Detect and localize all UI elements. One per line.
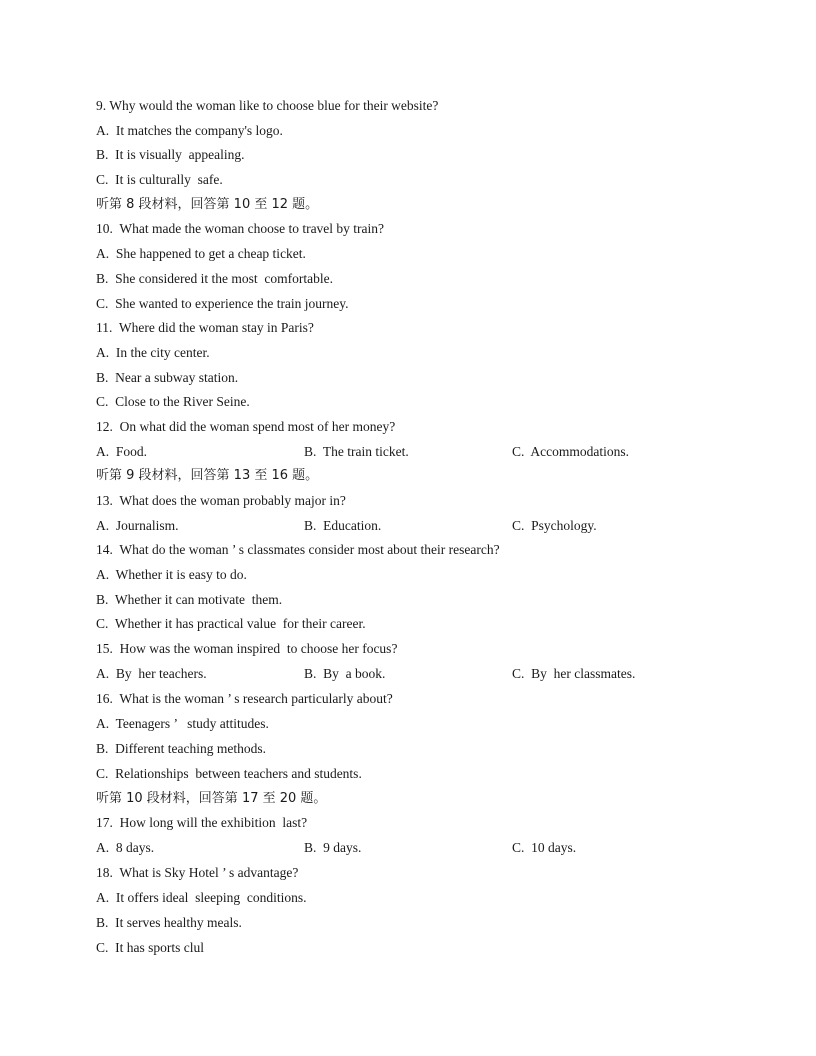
option-17b: B. 9 days. [304, 839, 362, 855]
option-14b: B. Whether it can motivate them. [96, 591, 283, 607]
question-12: 12. On what did the woman spend most of her money? [96, 418, 396, 434]
question-17: 17. How long will the exhibition last? [96, 815, 308, 831]
option-12b: B. The train ticket. [304, 443, 409, 459]
option-12c: C. Accommodations. [512, 443, 629, 459]
question-10: 10. What made the woman choose to travel by train? [96, 221, 385, 237]
options-row-13 [96, 514, 736, 539]
question-16: 16. What is the woman ’ s research particularly about? [96, 690, 393, 706]
section-heading-9: 听第 9 段材料，回答第 13 至 16 题。 [96, 468, 319, 484]
option-14a: A. Whether it is easy to do. [96, 567, 247, 583]
option-10b: B. She considered it the most comfortable. [96, 270, 333, 286]
options-row-17 [96, 836, 736, 861]
option-9b: B. It is visually appealing. [96, 147, 245, 163]
question-13: 13. What does the woman probably major in? [96, 493, 346, 508]
option-11a: A. In the city center. [96, 344, 210, 360]
option-16a: A. Teenagers ’ study attitudes. [96, 716, 269, 732]
option-17c: C. 10 days. [512, 839, 577, 855]
question-14: 14. What do the woman ’ s classmates consider most about their research? [96, 542, 500, 558]
option-18c: C. It has sports clul [96, 940, 204, 955]
option-11c: C. Close to the River Seine. [96, 394, 250, 410]
option-9c: C. It is culturally safe. [96, 172, 223, 188]
option-12a: A. Food. [96, 443, 148, 459]
option-14c: C. Whether it has practical value for their career. [96, 616, 366, 632]
options-row-12 [96, 440, 736, 465]
option-13b: B. Education. [304, 517, 382, 533]
option-13a: A. Journalism. [96, 517, 179, 533]
question-18: 18. What is Sky Hotel ’ s advantage? [96, 864, 299, 880]
section-heading-10: 听第 10 段材料，回答第 17 至 20 题。 [96, 790, 327, 806]
option-10c: C. She wanted to experience the train journey. [96, 295, 349, 311]
option-9a: A. It matches the company's logo. [96, 122, 283, 138]
option-15c: C. By her classmates. [512, 665, 636, 681]
option-18b: B. It serves healthy meals. [96, 915, 242, 931]
question-11: 11. Where did the woman stay in Paris? [96, 320, 314, 336]
option-15b: B. By a book. [304, 665, 386, 681]
option-17a: A. 8 days. [96, 839, 155, 855]
option-18a: A. It offers ideal sleeping conditions. [96, 890, 307, 906]
option-13c: C. Psychology. [512, 517, 597, 533]
question-15: 15. How was the woman inspired to choose her focus? [96, 641, 398, 657]
option-15a: A. By her teachers. [96, 665, 207, 681]
document-page [96, 94, 736, 961]
option-16b: B. Different teaching methods. [96, 741, 266, 757]
option-16c: C. Relationships between teachers and students. [96, 765, 362, 781]
section-heading-8: 听第 8 段材料，回答第 10 至 12 题。 [96, 196, 319, 212]
options-row-15 [96, 662, 736, 687]
question-9: 9. Why would the woman like to choose blue for their website? [96, 98, 439, 113]
option-11b: B. Near a subway station. [96, 369, 239, 385]
option-10a: A. She happened to get a cheap ticket. [96, 246, 306, 262]
